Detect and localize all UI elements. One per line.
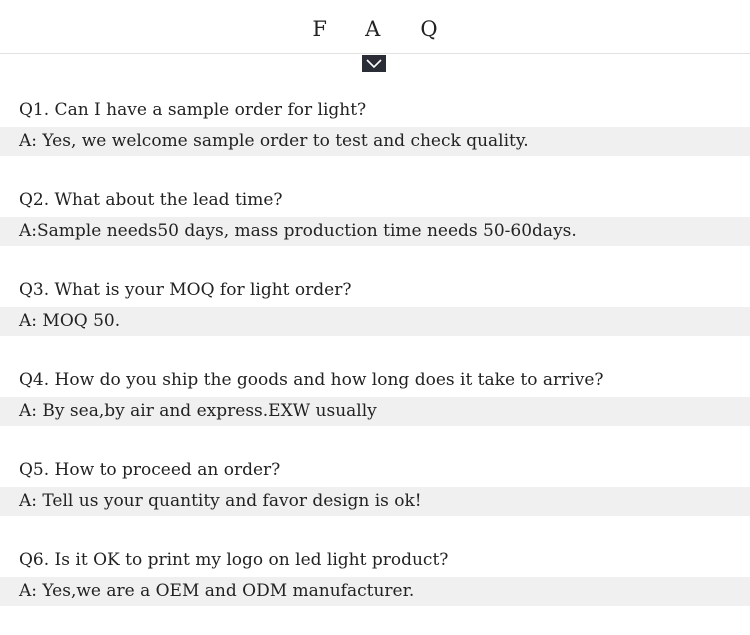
faq-question[interactable]: Q5. How to proceed an order? <box>19 460 281 480</box>
faq-question[interactable]: Q6. Is it OK to print my logo on led light product? <box>19 550 449 570</box>
collapse-toggle-button[interactable] <box>362 55 386 72</box>
faq-item <box>0 365 750 455</box>
page-title: FAQ <box>312 17 478 41</box>
faq-item <box>0 545 750 635</box>
faq-answer-row <box>0 487 750 516</box>
chevron-down-icon <box>366 59 382 69</box>
faq-answer: A:Sample needs50 days, mass production time needs 50-60days. <box>19 221 577 241</box>
faq-item <box>0 95 750 185</box>
faq-answer-row <box>0 307 750 336</box>
faq-answer-row <box>0 577 750 606</box>
faq-answer-row <box>0 127 750 156</box>
faq-item <box>0 185 750 275</box>
faq-answer: A: Yes, we welcome sample order to test and check quality. <box>19 131 529 151</box>
faq-answer: A: MOQ 50. <box>19 311 121 331</box>
faq-answer: A: Tell us your quantity and favor design is ok! <box>19 491 422 511</box>
faq-question[interactable]: Q4. How do you ship the goods and how long does it take to arrive? <box>19 370 604 390</box>
faq-question[interactable]: Q2. What about the lead time? <box>19 190 283 210</box>
faq-answer-row <box>0 217 750 246</box>
faq-question[interactable]: Q1. Can I have a sample order for light? <box>19 100 367 120</box>
faq-question[interactable]: Q3. What is your MOQ for light order? <box>19 280 352 300</box>
faq-answer-row <box>0 397 750 426</box>
faq-header <box>0 0 750 54</box>
faq-item <box>0 455 750 545</box>
faq-answer: A: By sea,by air and express.EXW usually <box>19 401 377 421</box>
faq-item <box>0 275 750 365</box>
faq-answer: A: Yes,we are a OEM and ODM manufacturer. <box>19 581 415 601</box>
faq-list <box>0 95 750 635</box>
